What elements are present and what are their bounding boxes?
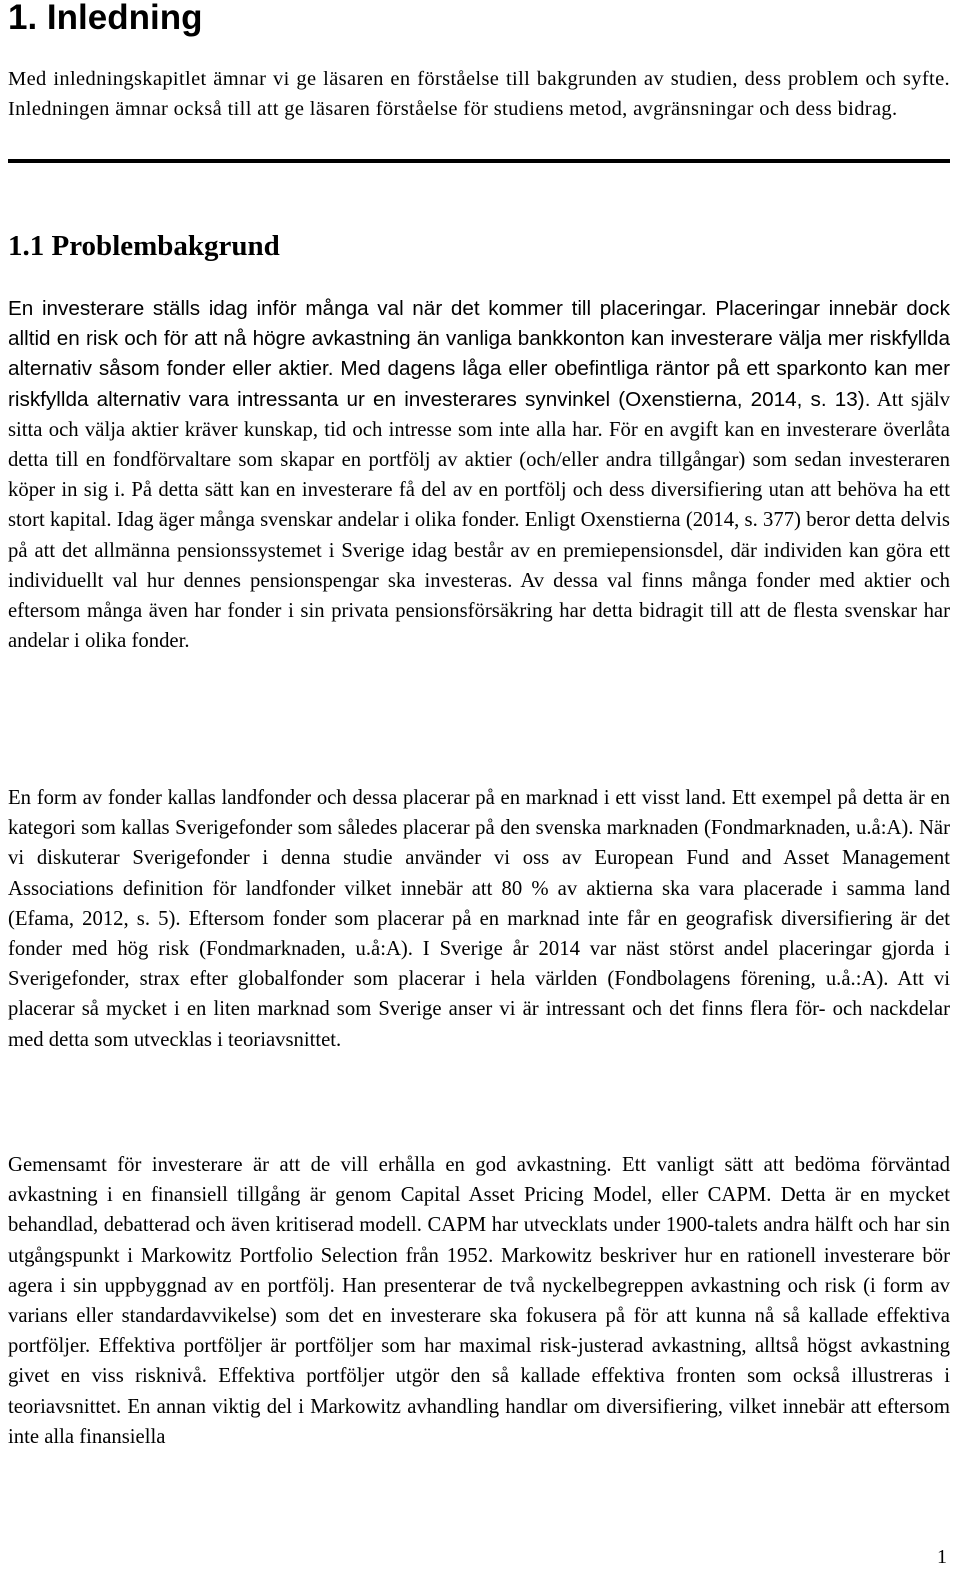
chapter-heading: 1. Inledning [8,0,203,37]
page-number: 1 [937,1546,947,1568]
paragraph-serif-part: Att själv sitta och välja aktier kräver kunskap, tid och intresse som inte alla har. För en avgift kan en investerare överlåta detta till en fondförvaltare som skapar en portfölj av aktier (och/eller andra tillgångar) som sedan investeraren köper in sig i. På detta sätt kan en investerare få del av en portfölj och dess diversifiering utan att behöva ha ett stort kapital. Idag äger många svenskar andelar i olika fonder. Enligt Oxenstierna (2014, s. 377) beror detta delvis på att det allmänna pensionssystemet i Sverige idag består av en premiepensionsdel, där individen kan göra ett individuellt val hur dennes pensionspengar ska investeras. Av dessa val finns många fonder med aktier och eftersom många även har fonder i sin privata pensionsförsäkring har detta bidragit till att de flesta svenskar har andelar i olika fonder. [8,388,950,653]
paragraph-landfonder: En form av fonder kallas landfonder och dessa placerar på en marknad i ett visst land. Ett exempel på detta är en kategori som kallas Sverigefonder som således placerar på den svenska marknaden (Fondmarknaden, u.å:A). När vi diskuterar Sverigefonder i denna studie använder vi oss av European Fund and Asset Management Associations definition för landfonder vilket innebär att 80 % av aktierna ska vara placerade i samma land (Efama, 2012, s. 5). Eftersom fonder som placerar på en marknad inte får en geografisk diversifiering är det fonder med hög risk (Fondmarknaden, u.å:A). I Sverige år 2014 var näst störst andel placeringar gjorda i Sverigefonder, strax efter globalfonder som placerar i hela världen (Fondbolagens förening, u.å.:A). Att vi placerar så mycket i en liten marknad som Sverige anser vi är intressant och det finns flera för- och nackdelar med detta som utvecklas i teoriavsnittet. [8,787,950,1051]
paragraph-sans-part: En investerare ställs idag inför många val när det kommer till placeringar. Placeringar innebär dock alltid en risk och för att nå högre avkastning än vanliga bankkonton kan investerare välja mer riskfyllda alternativ såsom fonder eller aktier. Med dagens låga eller obefintliga räntor på ett sparkonto kan mer riskfyllda alternativ vara intressanta ur en investerares synvinkel (Oxenstierna, 2014, s. 13). [8,297,950,411]
intro-paragraph: Med inledningskapitlet ämnar vi ge läsaren en förståelse till bakgrunden av studien, dess problem och syfte. Inledningen ämnar också till att ge läsaren förståelse för studiens metod, avgränsningar och dess bidrag. [8,68,950,120]
paragraph-problembakgrund [8,294,950,656]
section-heading: 1.1 Problembakgrund [8,230,280,262]
heading-rule [8,159,950,163]
paragraph-capm: Gemensamt för investerare är att de vill erhålla en god avkastning. Ett vanligt sätt att bedöma förväntad avkastning i en finansiell tillgång är genom Capital Asset Pricing Model, eller CAPM. Detta är en mycket behandlad, debatterad och även kritiserad modell. CAPM har utvecklats under 1900-talets andra hälft och har sin utgångspunkt i Markowitz Portfolio Selection från 1952. Markowitz beskriver hur en rationell investerare bör agera i sin uppbyggnad av en portfölj. Han presenterar de två nyckelbegreppen avkastning och risk (i form av varians eller standardavvikelse) som det en investerare ska fokusera på för att kunna nå så kallade effektiva portföljer. Effektiva portföljer är portföljer som har maximal risk-justerad avkastning, alltså högst avkastning givet en viss risknivå. Effektiva portföljer utgör den så kallade effektiva fronten som också illustreras i teoriavsnittet. En annan viktig del i Markowitz avhandling handlar om diversifiering, vilket innebär att eftersom inte alla finansiella [8,1154,950,1448]
